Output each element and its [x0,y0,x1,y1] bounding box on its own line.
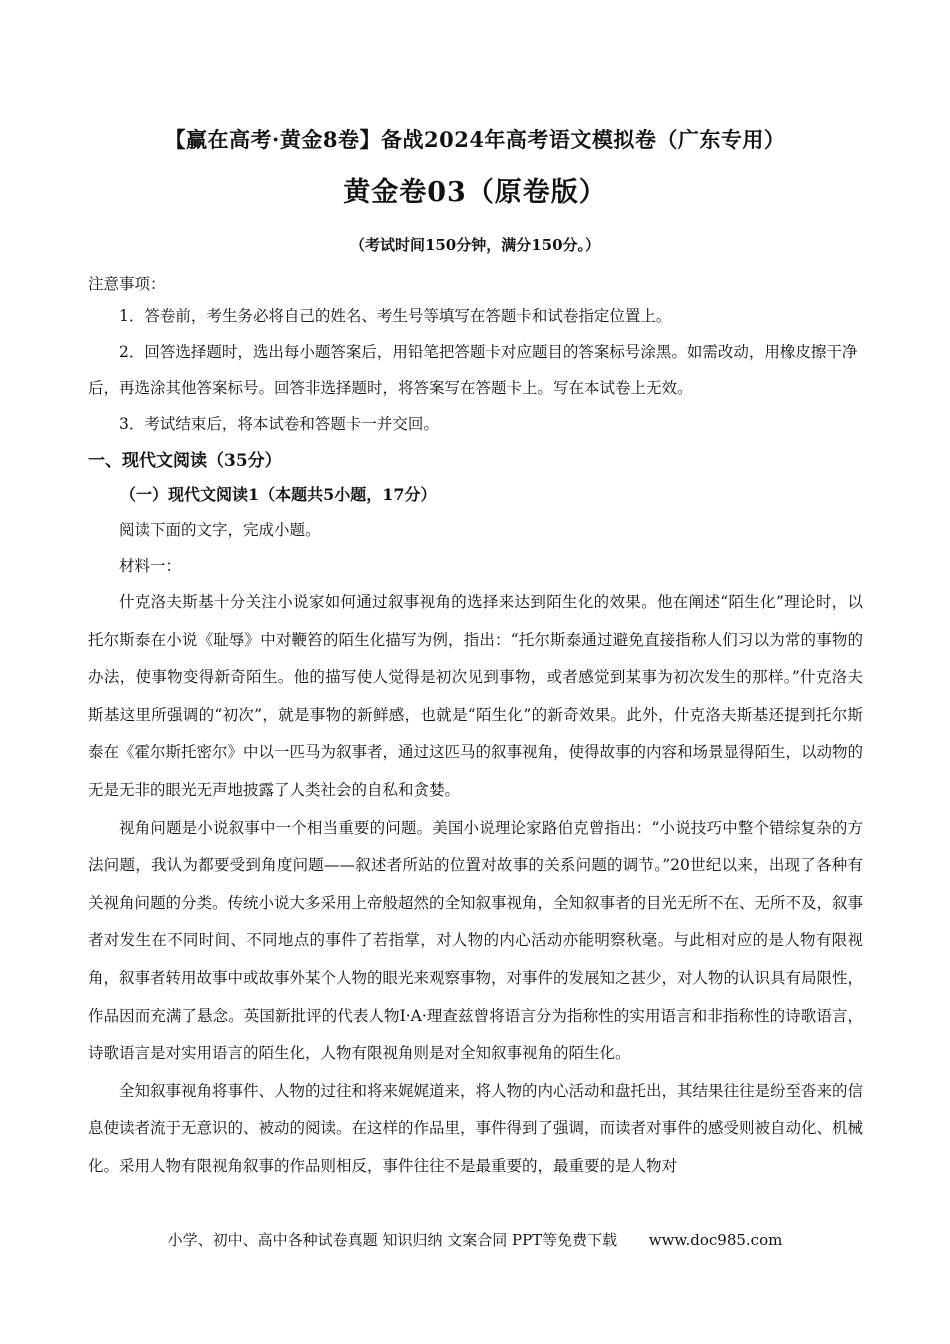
passage-paragraph-1: 什克洛夫斯基十分关注小说家如何通过叙事视角的选择来达到陌生化的效果。他在阐述“陌生化”理论时，以托尔斯泰在小说《耻辱》中对鞭笞的陌生化描写为例，指出：“托尔斯泰通过避免直接指称人们习以为常的事物的办法，使事物变得新奇陌生。他的描写使人觉得是初次见到事物，或者感觉到某事为初次发生的那样。”什克洛夫斯基这里所强调的“初次”，就是事物的新鲜感，也就是“陌生化”的新奇效果。此外，什克洛夫斯基还提到托尔斯泰在《霍尔斯托密尔》中以一匹马为叙事者，通过这匹马的叙事视角，使得故事的内容和场景显得陌生，以动物的无是无非的眼光无声地披露了人类社会的自私和贪婪。 [88,593,864,799]
notice-item-1: 1．答卷前，考生务必将自己的姓名、考生号等填写在答题卡和试卷指定位置上。 [119,307,672,325]
subsection-title: （一）现代文阅读1（本题共5小题，17分） [120,485,437,504]
page-footer [0,1229,950,1250]
notice-item-3: 3．考试结束后，将本试卷和答题卡一并交回。 [119,415,439,433]
passage-paragraph-3: 全知叙事视角将事件、人物的过往和将来娓娓道来，将人物的内心活动和盘托出，其结果往往是纷至沓来的信息使读者流于无意识的、被动的阅读。在这样的作品里，事件得到了强调，而读者对事件的感受则被自动化、机械化。采用人物有限视角叙事的作品则相反，事件往往不是最重要的，最重要的是人物对 [88,1081,864,1175]
series-title: 【赢在高考·黄金8卷】备战2024年高考语文模拟卷（广东专用） [164,127,786,152]
section-title: 一、现代文阅读（35分） [88,451,282,471]
notice-list [88,298,863,442]
reading-instruction: 阅读下面的文字，完成小题。 [119,521,321,539]
passage-body [88,584,863,1186]
passage-paragraph-2: 视角问题是小说叙事中一个相当重要的问题。美国小说理论家路伯克曾指出：“小说技巧中整个错综复杂的方法问题，我认为都要受到角度问题——叙述者所站的位置对故事的关系问题的调节。”20世纪以来，出现了各种有关视角问题的分类。传统小说大多采用上帝般超然的全知叙事视角，全知叙事者的目光无所不在、无所不及，叙事者对发生在不同时间、不同地点的事件了若指掌，对人物的内心活动亦能明察秋毫。与此相对应的是人物有限视角，叙事者转用故事中或故事外某个人物的眼光来观察事物，对事件的发展知之甚少，对人物的认识具有局限性，作品因而充满了悬念。英国新批评的代表人物I·A·理查兹曾将语言分为指称性的实用语言和非指称性的诗歌语言，诗歌语言是对实用语言的陌生化，人物有限视角则是对全知叙事视角的陌生化。 [88,818,864,1063]
notice-item-2: 2．回答选择题时，选出每小题答案后，用铅笔把答题卡对应题目的答案标号涂黑。如需改动，用橡皮擦干净后，再选涂其他答案标号。回答非选择题时，将答案写在答题卡上。写在本试卷上无效。 [88,343,858,397]
main-title: 黄金卷03（原卷版） [343,177,607,208]
footer-url[interactable]: www.doc985.com [648,1231,783,1249]
material-label: 材料一： [119,557,182,575]
footer-text: 小学、初中、高中各种试卷真题 知识归纳 文案合同 PPT等免费下载 [167,1231,618,1249]
notice-heading: 注意事项： [88,275,166,293]
exam-info: （考试时间150分钟，满分150分。） [349,236,601,254]
